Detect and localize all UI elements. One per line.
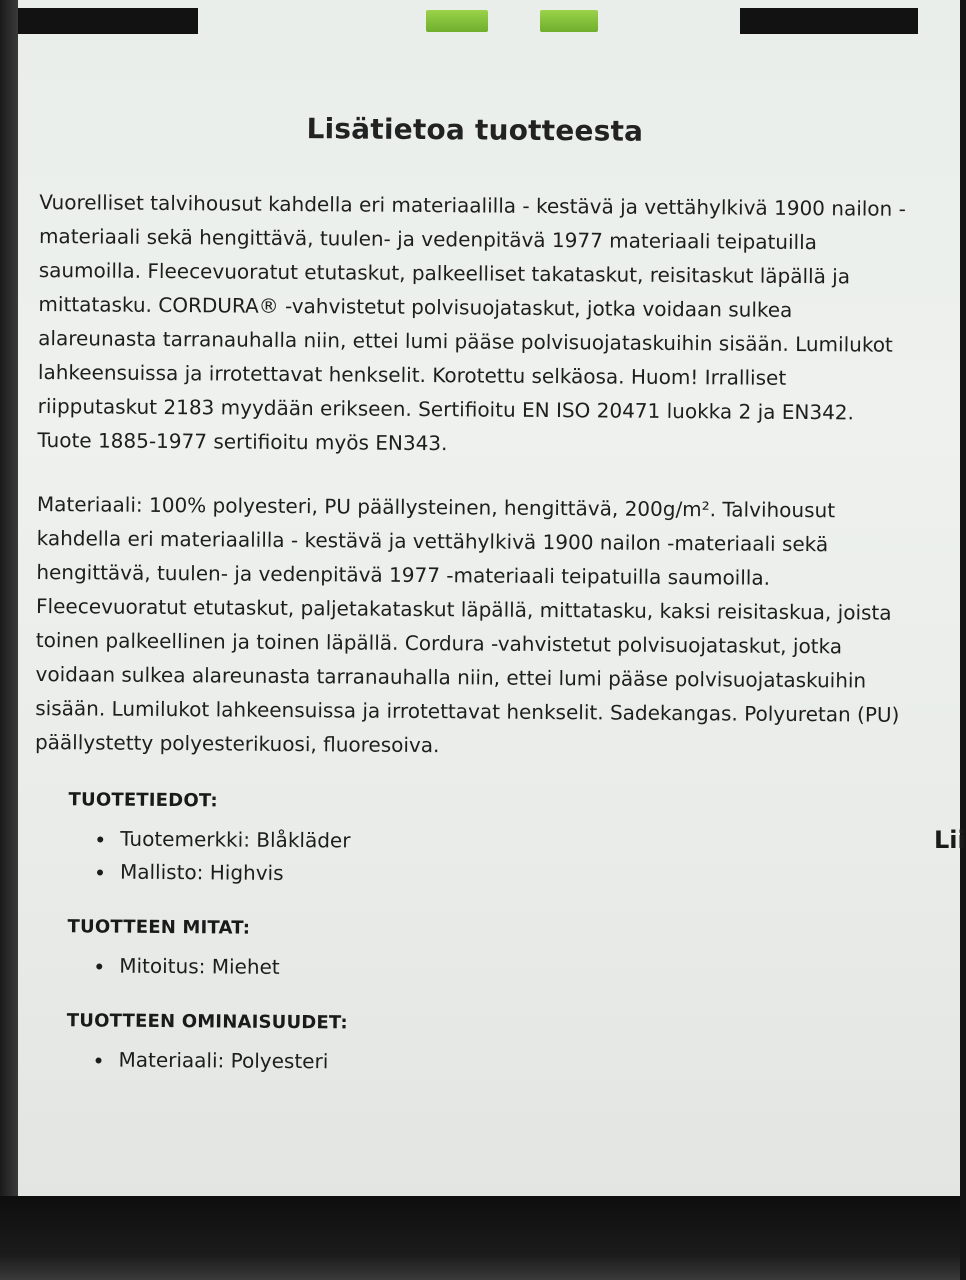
monitor-bezel-bottom	[0, 1196, 960, 1280]
product-page	[18, 0, 966, 1196]
monitor-bezel-left	[0, 0, 18, 1196]
cut-off-side-heading: Lii	[934, 826, 966, 854]
product-details	[32, 110, 910, 1111]
page-title: Lisätietoa tuotteesta	[306, 112, 644, 148]
list-item: • Materiaali: Polyesteri	[114, 1044, 902, 1083]
product-features-list	[32, 1043, 902, 1083]
list-item: • Tuotemerkki: Blåkläder	[116, 823, 904, 862]
product-info-heading: TUOTETIEDOT:	[68, 789, 218, 812]
top-strip-green-tab[interactable]	[540, 10, 598, 32]
top-image-strip	[18, 8, 918, 34]
list-item: • Mitoitus: Miehet	[115, 950, 903, 989]
top-strip-green-tab[interactable]	[426, 10, 488, 32]
material-description: Materiaali: 100% polyesteri, PU päällysteinen, hengittävä, 200g/m². Talvihousut kahdella eri materiaalilla - kestävä ja vettähylkivä 1900 nailon -materiaali sekä hengittävä, tuulen- ja vedenpitävä 1977 -materiaali teipatuilla saumoilla. Fleecevuoratut etutaskut, paljetakataskut läpällä, mittatasku, kaksi reisitaskua, joista toinen palkeellinen ja toinen läpällä. Cordura -vahvistetut polvisuojataskut, jotka voidaan sulkea alareunasta tarranauhalla niin, ettei lumi pääse polvisuojataskuihin sisään. Lumilukot lahkeensuissa ja irrotettavat henkselit. Sadekangas. Polyuretan (PU) päällystetty polyesterikuosi, fluoresoiva.	[34, 491, 900, 758]
top-strip-dark-block	[18, 8, 198, 34]
product-info-list	[34, 822, 904, 895]
product-description: Vuorelliset talvihousut kahdella eri materiaalilla - kestävä ja vettähylkivä 1900 nailon -materiaali sekä hengittävä, tuulen- ja vedenpitävä 1977 materiaali teipatuilla saumoilla. Fleecevuoratut etutaskut, palkeelliset takataskut, reisitaskut läpällä ja mittatasku. CORDURA® -vahvistetut polvisuojataskut, jotka voidaan sulkea alareunasta tarranauhalla niin, ettei lumi pääse polvisuojataskuihin sisään. Lumilukot lahkeensuissa ja irrotettavat henkselit. Korotettu selkäosa. Huom! Irralliset riipputaskut 2183 myydään erikseen. Sertifioitu EN ISO 20471 luokka 2 ja EN342. Tuote 1885-1977 sertifioitu myös EN343.	[37, 189, 906, 456]
product-dimensions-list	[33, 949, 903, 989]
product-dimensions-heading: TUOTTEEN MITAT:	[67, 916, 251, 939]
product-features-heading: TUOTTEEN OMINAISUUDET:	[66, 1010, 348, 1034]
top-strip-dark-block	[740, 8, 918, 34]
list-item: • Mallisto: Highvis	[116, 856, 904, 895]
